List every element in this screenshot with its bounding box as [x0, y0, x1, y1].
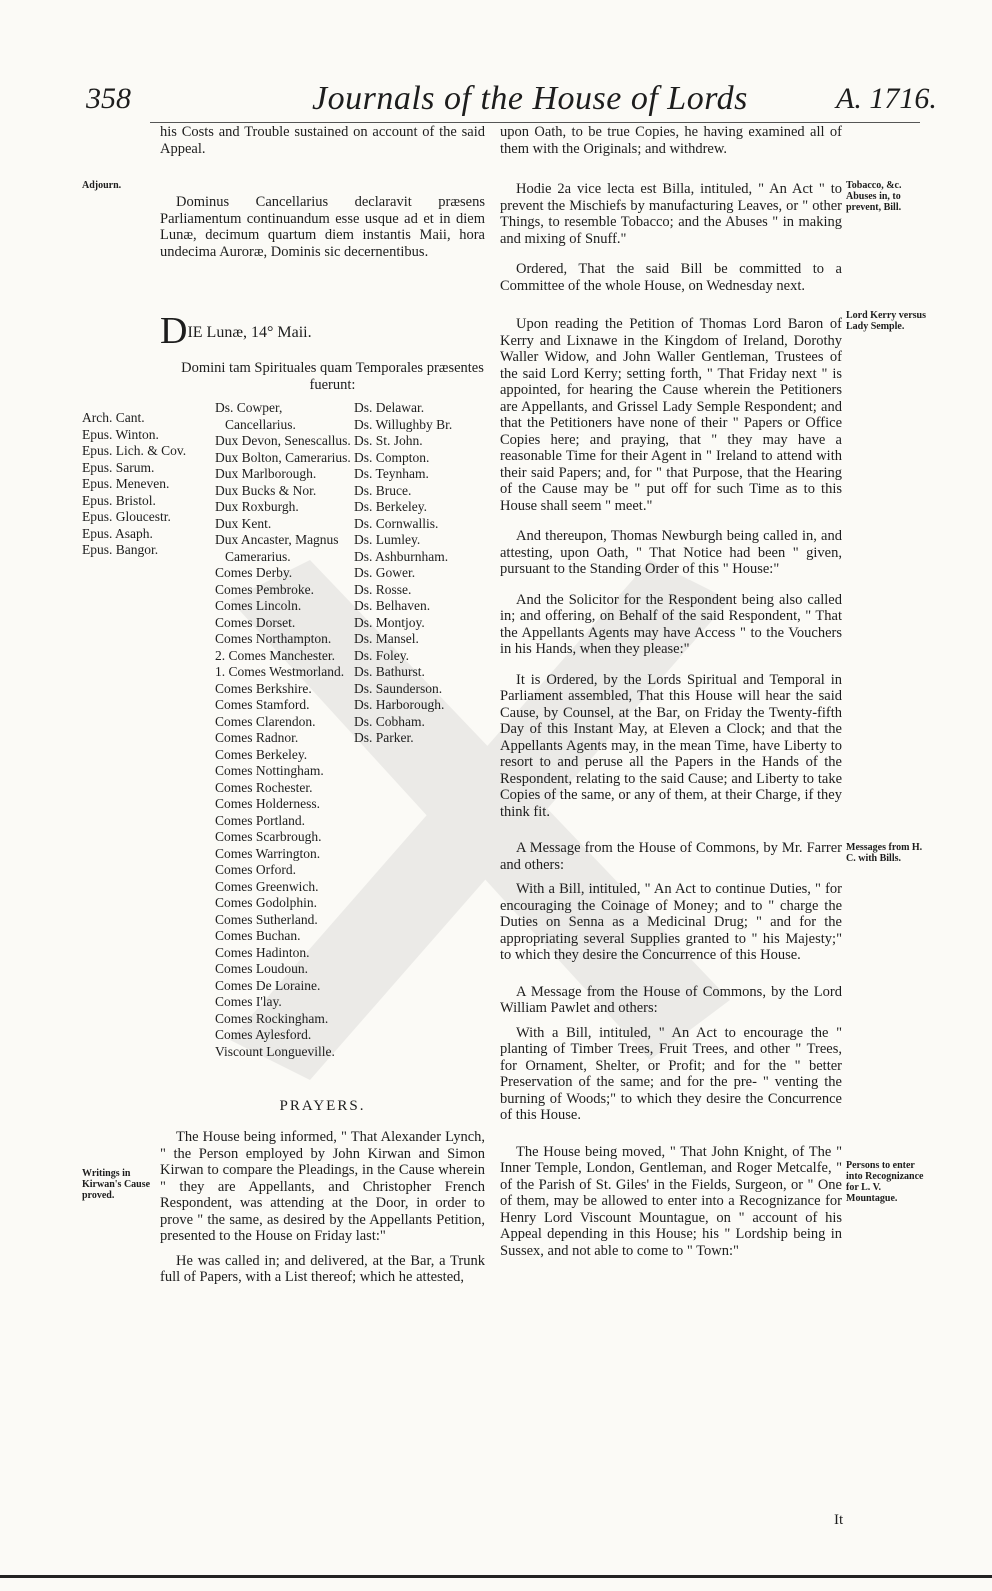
page-number: 358 [86, 82, 131, 115]
margin-note-messages: Messages from H. C. with Bills. [846, 842, 923, 864]
attendance-entry: Dux Devon, Senescallus. [215, 433, 351, 448]
attendance-entry: Ds. St. John. [354, 433, 423, 448]
attendance-entry: Dux Marlborough. [215, 466, 317, 481]
attendance-entry: 1. Comes Westmorland. [215, 664, 345, 679]
prayers-heading: PRAYERS. [279, 1098, 366, 1114]
attendance-entry: Comes Lincoln. [215, 598, 302, 613]
day-heading [160, 310, 485, 352]
attendance-entry: Comes Northampton. [215, 631, 332, 646]
attendance-entry: Dux Kent. [215, 515, 272, 531]
attendance-entry: Ds. Cobham. [354, 713, 425, 729]
attendance-entry: Comes Aylesford. [215, 1027, 312, 1042]
attendance-entry: Comes Buchan. [215, 928, 301, 943]
attendance-barons [354, 400, 504, 747]
attendance-entry: Epus. Asaph. [82, 525, 153, 541]
attendance-entry: Comes Stamford. [215, 697, 310, 712]
attendance-entry: 2. Comes Manchester. [215, 647, 335, 663]
attendance-entry: Epus. Bristol. [82, 492, 156, 508]
attendance-entry: Ds. Parker. [354, 730, 414, 745]
page-title: Journals of the House of Lords [312, 80, 748, 117]
left-continuation: his Costs and Trouble sustained on account of the said Appeal. [160, 124, 485, 157]
margin-note-tobacco: Tobacco, &c. Abuses in, to prevent, Bill. [846, 180, 902, 213]
attendance-entry: Comes Clarendon. [215, 713, 316, 729]
left-column-top [160, 124, 485, 394]
attendance-entry: Ds. Delawar. [354, 400, 425, 415]
attendance-entry: Comes Orford. [215, 862, 296, 877]
attendance-entry: Epus. Sarum. [82, 459, 155, 475]
page-year: A. 1716. [836, 82, 937, 115]
catchword: It [834, 1512, 844, 1528]
attendance-entry: Comes Radnor. [215, 730, 299, 745]
attendance-entry: Comes Dorset. [215, 614, 296, 630]
attendance-entry: Ds. Montjoy. [354, 614, 425, 630]
attendance-entry: Dux Bolton, Camerarius. [215, 449, 351, 465]
attendance-entry: Comes Hadinton. [215, 944, 310, 960]
attendance-entry: Comes Warrington. [215, 845, 321, 861]
attendance-entry: Viscount Longueville. [215, 1043, 335, 1059]
margin-note-kerry: Lord Kerry versus Lady Semple. [846, 310, 926, 332]
margin-note-kirwan: Writings in Kirwan's Cause proved. [82, 1168, 151, 1201]
attendance-entry: Comes Godolphin. [215, 895, 318, 910]
attendance-entry: Ds. Bathurst. [354, 664, 425, 679]
attendance-entry: Comes Berkshire. [215, 680, 312, 696]
attendance-entry: Epus. Lich. & Cov. [82, 443, 187, 458]
attendance-entry: Comes Portland. [215, 812, 305, 828]
attendance-entry: Dux Roxburgh. [215, 499, 299, 514]
attendance-entry: Ds. Teynham. [354, 466, 429, 481]
domini-present: Domini tam Spirituales quam Temporales præsentes fuerunt: [181, 360, 484, 393]
attendance-entry: Comes I'lay. [215, 994, 282, 1009]
adjourn-paragraph: Dominus Cancellarius declaravit præsens Parliamentum continuandum esse usque ad et in diem Lunæ, decimum quartum diem instantis Maii, hora undecima Auroræ, Dominis sic decernentibus. [160, 194, 485, 260]
bottom-rule [0, 1575, 992, 1578]
attendance-entry: Epus. Gloucestr. [82, 509, 171, 524]
message-one-bill: With a Bill, intituled, " An Act to continue Duties, " for encouraging the Coinage of Money; and to " charge the Duties on Senna as a Medicinal Drug; " and for the appropriating several Supplies granted to " his Majesty;" to which they desire the Concurrence of this House. [500, 881, 842, 963]
attendance-entry: Ds. Willughby Br. [354, 416, 453, 432]
attendance-entry: Epus. Winton. [82, 426, 159, 442]
attendance-entry: Ds. Mansel. [354, 631, 419, 646]
attendance-entry: Comes Rochester. [215, 779, 313, 795]
ordered-hearing-paragraph: It is Ordered, by the Lords Spiritual and Temporal in Parliament assembled, That this House will hear the said Cause, by Counsel, at the Bar, on Friday the Twenty-fifth Day of this Instant May, at Eleven a Clock; and that the Appellants Agents may, in the mean Time, have Liberty to resort to and peruse all the Papers in the Hands of the Respondent, relating to the said Cause; and Liberty to take Copies of the same, or any of them, at their Charge, if they think fit. [500, 671, 842, 820]
attendance-entry: Ds. Berkeley. [354, 499, 427, 514]
attendance-entry: Ds. Harborough. [354, 697, 445, 712]
attendance-entry: Comes Loudoun. [215, 961, 308, 976]
left-column-bottom [160, 1092, 485, 1286]
attendance-entry: Ds. Compton. [354, 449, 430, 465]
attendance-entry: Comes Rockingham. [215, 1010, 329, 1026]
attendance-entry: Comes De Loraine. [215, 977, 321, 993]
right-continuation: upon Oath, to be true Copies, he having examined all of them with the Originals; and withdrew. [500, 124, 842, 157]
attendance-entry: Arch. Cant. [82, 410, 145, 425]
message-two: A Message from the House of Commons, by the Lord William Pawlet and others: [500, 983, 842, 1016]
attendance-entry: Ds. Belhaven. [354, 598, 431, 613]
kerry-paragraph: Upon reading the Petition of Thomas Lord Baron of Kerry and Lixnawe in the Kingdom of Ireland, Dorothy Waller Widow, and John Waller Gentleman, Trustees of the said Lord Kerry; setting forth, " That Friday next " is appointed, for hearing the Cause wherein the Petitioners are Appellants, and Grissel Lady Semple Respondent; and that the Petitioners have none of their " Papers or Office Copies here; and praying, that " they may have a reasonable Time for their Agent in " Ireland to attend with their said Papers; and, for " that Purpose, that the Hearing of the Cause may be " put off for such Time as to this House shall seem " meet." [500, 316, 842, 514]
ordered-paragraph: Ordered, That the said Bill be committed to a Committee of the whole House, on Wednesday next. [500, 261, 842, 294]
attendance-entry: Ds. Rosse. [354, 581, 412, 597]
attendance-entry: Comes Berkeley. [215, 746, 308, 762]
attendance-entry: Comes Pembroke. [215, 581, 314, 597]
newburgh-paragraph: And thereupon, Thomas Newburgh being called in, and attesting, upon Oath, " That Notice had been " given, pursuant to the Standing Order of this " House:" [500, 528, 842, 577]
attendance-entry: Ds. Cornwallis. [354, 515, 439, 531]
attendance-entry: Ds. Bruce. [354, 482, 412, 498]
day-heading-initial: D [160, 310, 188, 352]
attendance-entry: Ds. Lumley. [354, 532, 421, 547]
message-one: A Message from the House of Commons, by Mr. Farrer and others: [500, 840, 842, 873]
header-rule [150, 122, 920, 123]
attendance-bishops [82, 410, 212, 559]
margin-note-adjourn: Adjourn. [82, 180, 122, 191]
attendance-entry: Epus. Meneven. [82, 476, 170, 491]
recognizance-paragraph: The House being moved, " That John Knight, of The " Inner Temple, London, Gentleman, and Roger Metcalfe, " of the Parish of St. Giles' in the Fields, Surgeon, or " One of them, may be allowed to enter into a Recognizance for Henry Lord Viscount Mountague, on " account of his Appeal depending in this House; his " Lordship being in Sussex, and not able to come to " Town:" [500, 1143, 842, 1259]
attendance-earls [215, 400, 353, 1060]
attendance-entry: Dux Bucks & Nor. [215, 482, 317, 498]
day-heading-text: IE Lunæ, 14° Maii. [187, 324, 312, 341]
attendance-entry: Ds. Cowper, Cancellarius. [215, 400, 296, 432]
attendance-entry: Comes Scarbrough. [215, 829, 322, 844]
attendance-entry: Ds. Ashburnham. [354, 548, 449, 564]
attendance-entry: Comes Derby. [215, 565, 293, 580]
called-in-paragraph: He was called in; and delivered, at the Bar, a Trunk full of Papers, with a List thereof; which he attested, [160, 1252, 485, 1285]
kirwan-paragraph: The House being informed, " That Alexander Lynch, " the Person employed by John Kirwan and Simon Kirwan to compare the Pleadings, in the Cause wherein " they are Appellants, and Christopher French Respondent, was attending at the Door, in order to prove " the same, as desired by the Appellants Petition, presented to the House on Friday last:" [160, 1129, 485, 1244]
attendance-entry: Ds. Gower. [354, 565, 416, 580]
attendance-entry: Comes Holderness. [215, 796, 320, 811]
attendance-entry: Dux Ancaster, Magnus Camerarius. [215, 532, 339, 564]
message-two-bill: With a Bill, intituled, " An Act to encourage the " planting of Timber Trees, Fruit Trees, and other " Trees, for Ornament, Shelter, or Profit; and for the " better Preservation of the same; and for the pre- " venting the burning of Woods;" to which they desire the Concurrence of this House. [500, 1024, 842, 1123]
tobacco-paragraph: Hodie 2a vice lecta est Billa, intituled, " An Act " to prevent the Mischiefs by manufacturing Leaves, or " other Things, to resemble Tobacco; and the Abuses " in making and mixing of Snuff." [500, 181, 842, 247]
attendance-entry: Ds. Foley. [354, 647, 410, 663]
attendance-entry: Comes Nottingham. [215, 763, 324, 778]
solicitor-paragraph: And the Solicitor for the Respondent being also called in; and offering, on Behalf of the said Respondent, " That the Appellants Agents may have Access " to the Vouchers in his Hands, when they please:" [500, 591, 842, 657]
attendance-entry: Comes Greenwich. [215, 878, 319, 894]
attendance-entry: Ds. Saunderson. [354, 680, 443, 696]
margin-note-recognizance: Persons to enter into Recognizance for L. V. Mountague. [846, 1160, 924, 1204]
attendance-entry: Epus. Bangor. [82, 542, 159, 557]
attendance-entry: Comes Sutherland. [215, 911, 318, 927]
right-column [500, 124, 842, 1259]
